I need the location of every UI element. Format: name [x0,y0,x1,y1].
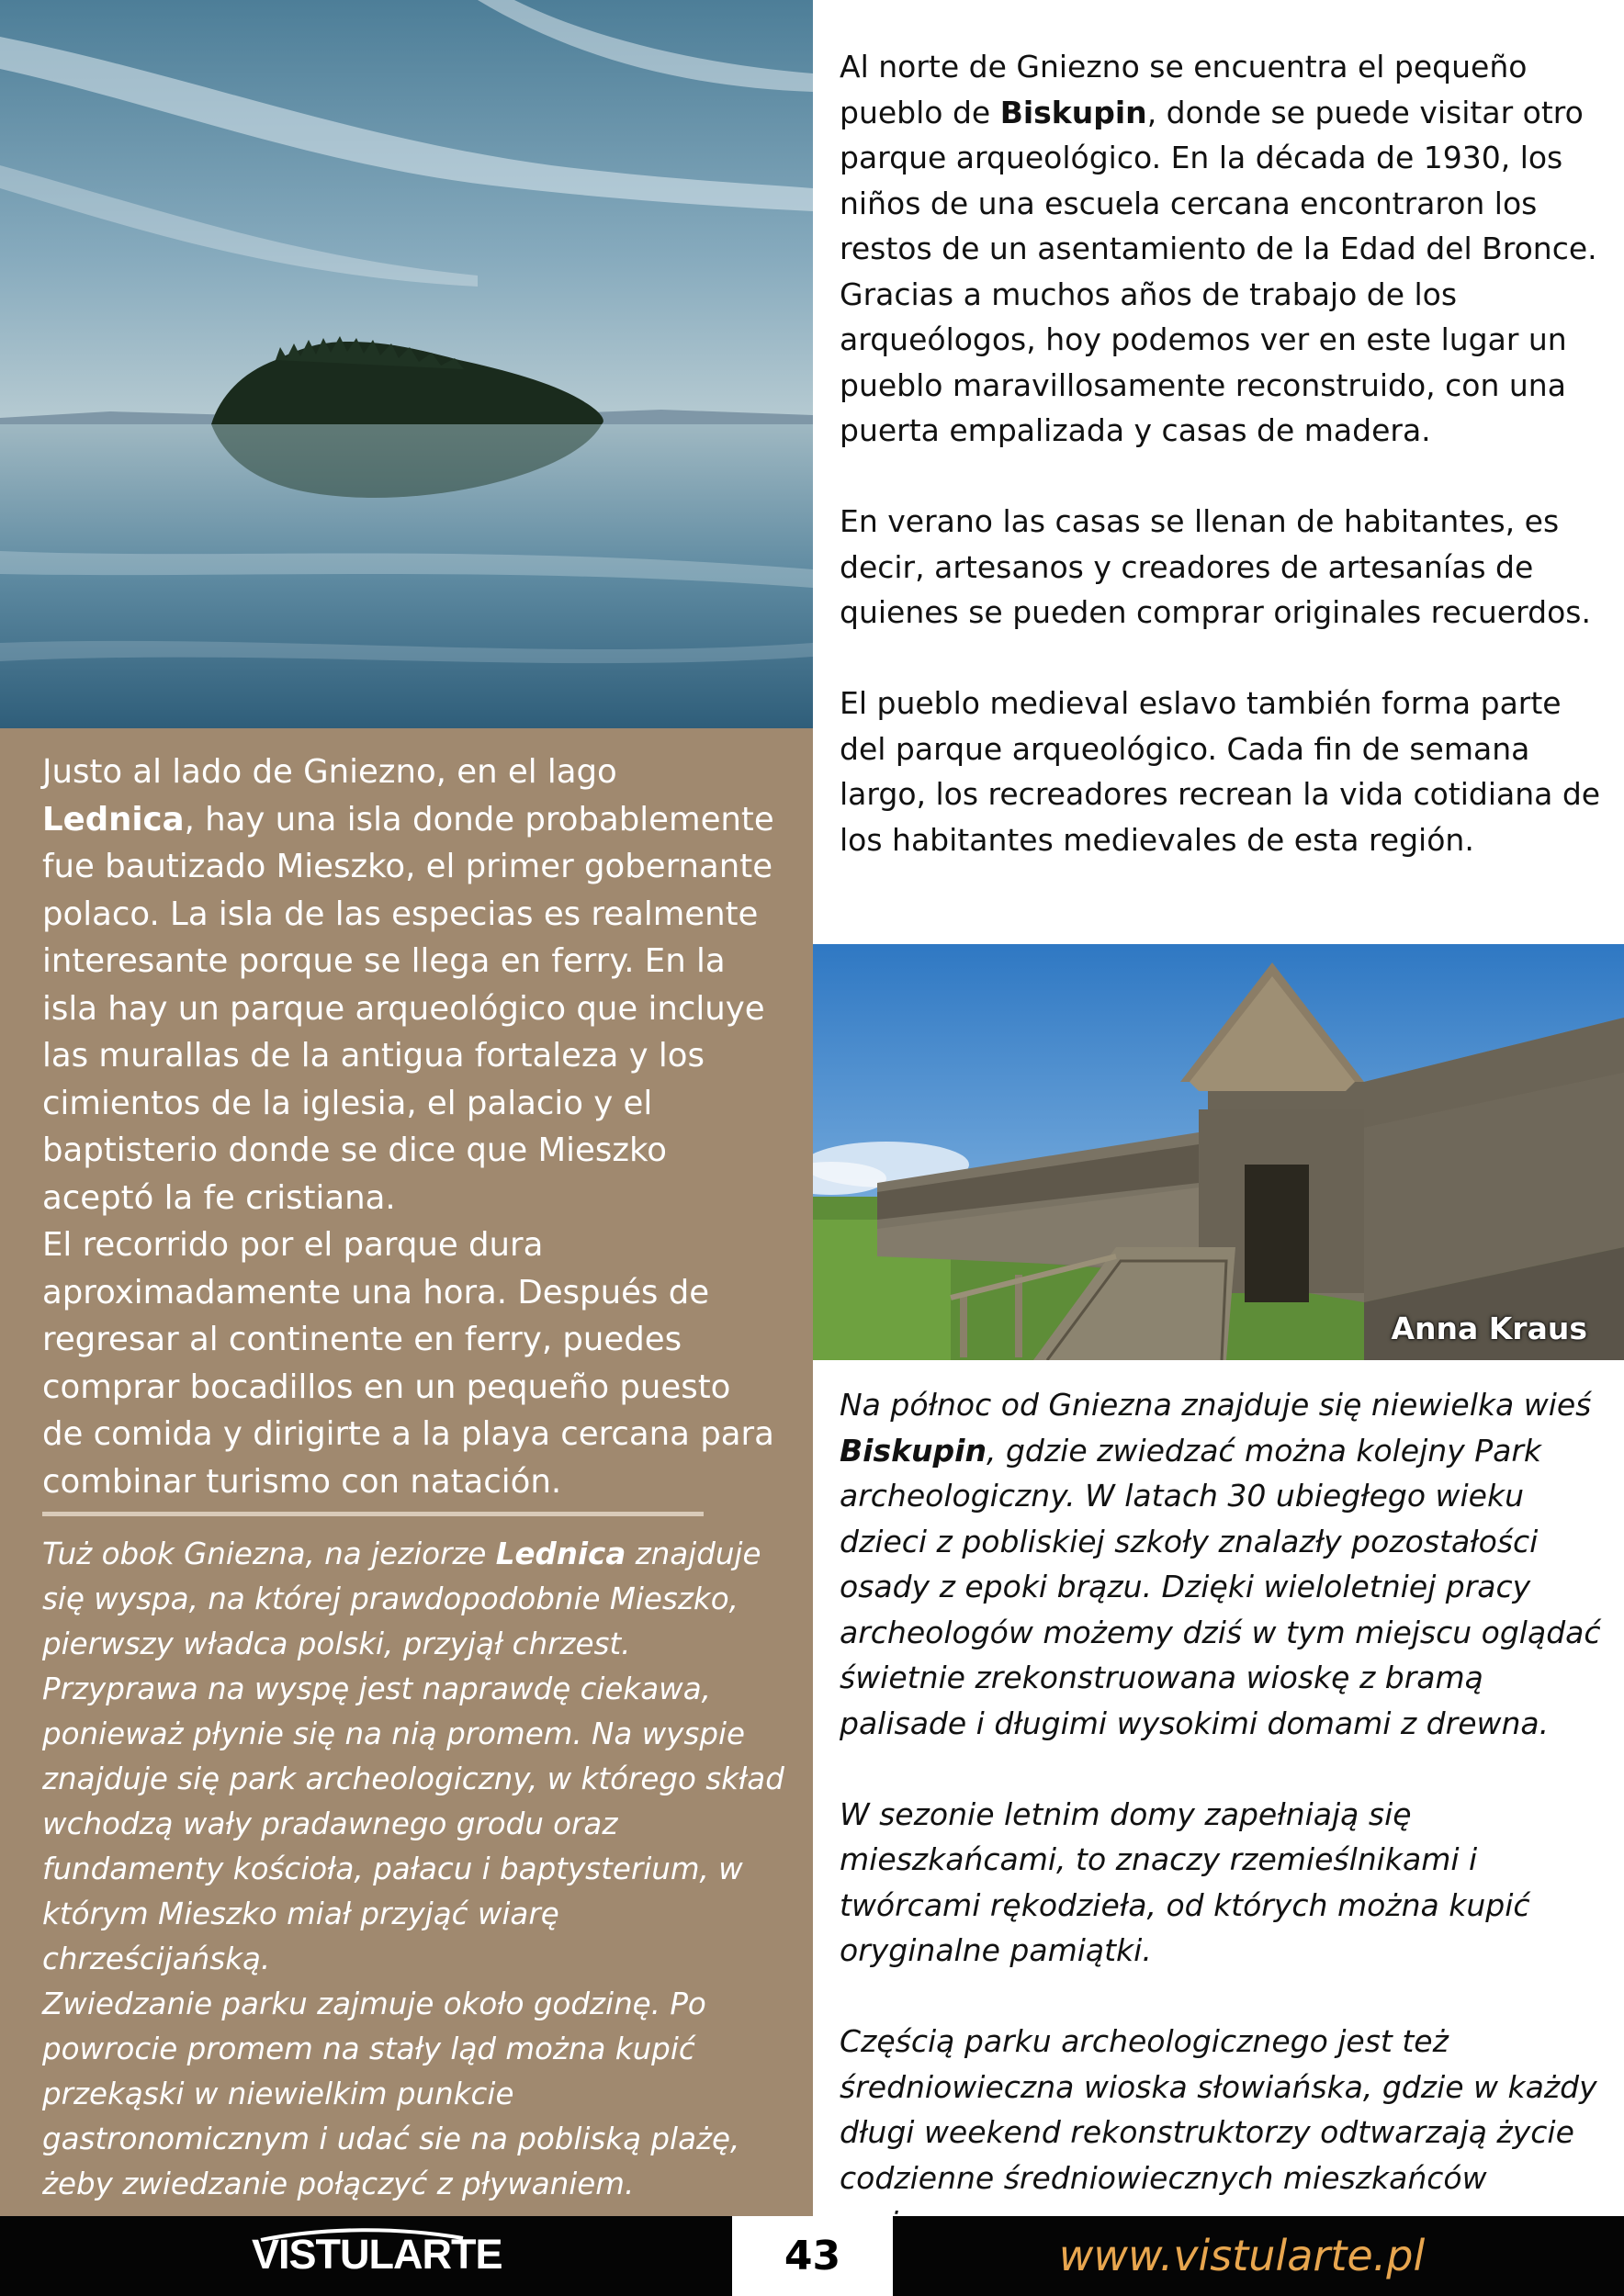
right-es-p1-start: Al norte de Gniezno se encuentra el pequeño pueblo de [840,49,1528,130]
right-polish-paragraph-2: W sezonie letnim domy zapełniają się mieszkańcami, to znaczy rzemieślnikami i twórcami rękodzieła, od których można kupić oryginalne pamiątki. [840,1795,1530,1968]
right-spanish-paragraph-3: El pueblo medieval eslavo también forma parte del parque arqueológico. Cada fin de semana largo, los recreadores recrean la vida cotidiana de los habitantes medievales de esta región. [840,685,1601,858]
right-polish-paragraph-1 [840,1382,1602,1746]
left-text-panel [0,728,813,2216]
right-spanish-text [840,44,1602,862]
left-polish-text [42,1532,786,2207]
left-pl-p1-end: znajduje się wyspa, na której prawdopodobnie Mieszko, pierwszy władca polski, przyjął chrzest. Przyprawa na wyspę jest naprawdę ciekawa, ponieważ płynie się na nią promem. Na wyspie znajduje się park archeologiczny, w którego skład wchodzą wały pradawnego grodu oraz fundamenty kościoła, pałacu i baptysterium, w którym Mieszko miał przyjąć wiarę chrześcijańską. [42,1536,784,1976]
section-divider [42,1512,704,1516]
left-spanish-paragraph-2: El recorrido por el parque dura aproximadamente una hora. Después de regresar al continente en ferry, puedes comprar bocadillos en un pequeño puesto de comida y dirigirte a la playa cercana para combinar turismo con natación. [42,1226,774,1501]
left-polish-paragraph-2: Zwiedzanie parku zajmuje około godzinę. Po powrocie promem na stały ląd można kupić przekąski w niewielkim punkcie gastronomicznym i udać sie na pobliską plażę, żeby zwiedzanie połączyć z pływaniem. [42,1986,740,2201]
website-url[interactable]: www.vistularte.pl [1058,2231,1426,2280]
logo-swoosh-icon [252,2225,472,2244]
page-number: 43 [732,2216,893,2296]
biskupin-fort-photo [813,944,1624,1360]
lednica-bold-pl: Lednica [495,1536,626,1571]
left-polish-paragraph-1 [42,1532,786,1982]
lake-island-photo [0,0,813,728]
vistularte-logo [252,2227,502,2282]
right-es-p1-end: , donde se puede visitar otro parque arqueológico. En la década de 1930, los niños de una escuela cercana encontraron los restos de un asentamiento de la Edad del Bronce. Gracias a muchos años de trabajo de los arqueólogos, hoy podemos ver en este lugar un pueblo maravillosamente reconstruido, con una puerta empalizada y casas de madera. [840,94,1597,448]
biskupin-bold-pl: Biskupin [840,1432,987,1469]
lednica-bold: Lednica [42,800,185,838]
right-spanish-paragraph-2: En verano las casas se llenan de habitantes, es decir, artesanos y creadores de artesanías de quienes se pueden comprar originales recuerdos. [840,503,1591,630]
left-pl-p1-start: Tuż obok Gniezna, na jeziorze [42,1536,496,1571]
left-es-p1-start: Justo al lado de Gniezno, en el lago [42,753,617,791]
left-spanish-text [42,748,777,1505]
left-spanish-paragraph-1 [42,748,777,1221]
biskupin-bold: Biskupin [999,94,1147,130]
right-polish-paragraph-3: Częścią parku archeologicznego jest też średniowieczna wioska słowiańska, gdzie w każdy długi weekend rekonstruktorzy odtwarzają życie codzienne średniowiecznych mieszkańców [840,2023,1597,2196]
logo-text: VISTULARTE [252,2231,502,2278]
right-pl-p1-start: Na północ od Gniezna znajduje się niewielka wieś [840,1387,1592,1423]
photo-credit: Anna Kraus [1391,1311,1587,1346]
right-polish-text [840,1382,1602,2246]
right-pl-p1-end: , gdzie zwiedzać można kolejny Park archeologiczny. W latach 30 ubiegłego wieku dzieci z pobliskiej szkoły znalazły pozostałości osady z epoki brązu. Dzięki wieloletniej pracy archeologów możemy dziś w tym miejscu oglądać świetnie zrekonstruowana wioskę z bramą palisade i długimi wysokimi domami z drewna. [840,1432,1601,1741]
left-es-p1-end: , hay una isla donde probablemente fue bautizado Mieszko, el primer gobernante polaco. La isla de las especias es realmente interesante porque se llega en ferry. En la isla hay un parque arqueológico que incluye las murallas de la antigua fortaleza y los cimientos de la iglesia, el palacio y el baptisterio donde se dice que Mieszko aceptó la fe cristiana. [42,800,774,1217]
right-spanish-paragraph-1 [840,44,1602,454]
page-footer [0,2216,1624,2296]
